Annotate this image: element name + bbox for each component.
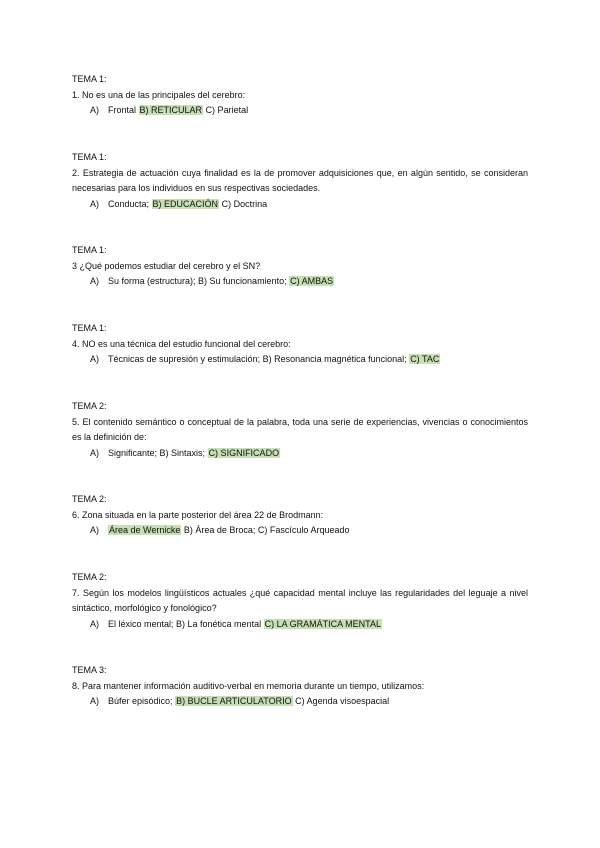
answer-line (72, 694, 528, 710)
question-block-6 (72, 492, 528, 539)
highlighted-correct-answer: Área de Wernicke (109, 525, 181, 535)
question-text: 6. Zona situada en la parte posterior del área 22 de Brodmann: (72, 509, 324, 520)
answer-line (72, 523, 528, 539)
highlighted-correct-answer: C) TAC (410, 354, 440, 364)
question-block-5 (72, 399, 528, 461)
answer-options-after: C) Agenda visoespacial (295, 696, 390, 706)
question-block-7 (72, 570, 528, 632)
question-block-8 (72, 663, 528, 710)
answer-options-before: El léxico mental; B) La fonética mental (108, 618, 262, 629)
answer-marker: A) (90, 276, 99, 286)
answer-line (72, 617, 528, 633)
topic-label: TEMA 2: (72, 401, 107, 411)
answer-options-before: Técnicas de supresión y estimulación; B) Resonancia magnética funcional; (108, 354, 407, 364)
question-block-4 (72, 321, 528, 368)
question-text: 2. Estrategia de actuación cuya finalidad es la de promover adquisiciones que, en algún sentido, se consideran necesarias para los individuos en sus respectivas sociedades. (72, 167, 528, 193)
highlighted-correct-answer: C) SIGNIFICADO (208, 447, 280, 458)
answer-marker: A) (90, 105, 99, 115)
answer-line (72, 274, 528, 290)
answer-marker: A) (90, 696, 99, 706)
answer-line (72, 197, 528, 213)
answer-marker: A) (90, 525, 99, 535)
highlighted-correct-answer: B) EDUCACIÓN (152, 198, 219, 209)
answer-marker: A) (90, 354, 99, 364)
question-text: 4. NO es una técnica del estudio funcional del cerebro: (72, 338, 291, 349)
question-block-3 (72, 243, 528, 290)
answer-options-after: C) Doctrina (221, 198, 268, 209)
question-text: 7. Según los modelos lingüísticos actuales ¿qué capacidad mental incluye las regularidades del leguaje a nivel sintáctico, morfológico y fonológico? (72, 587, 528, 613)
question-text: 5. El contenido semántico o conceptual de la palabra, toda una serie de experiencias, vivencias o conocimientos es la definición de: (72, 416, 528, 442)
topic-label: TEMA 2: (72, 572, 107, 582)
answer-marker: A) (90, 618, 99, 629)
answer-options-before: Significante; B) Sintaxis; (108, 447, 206, 458)
question-block-1 (72, 72, 528, 119)
answer-line (72, 446, 528, 462)
topic-label: TEMA 2: (72, 494, 107, 504)
answer-line (72, 103, 528, 119)
question-block-2 (72, 150, 528, 212)
question-text: 1. No es una de las principales del cerebro: (72, 89, 246, 100)
answer-marker: A) (90, 447, 99, 458)
answer-options-after: C) Parietal (205, 105, 249, 115)
topic-label: TEMA 1: (72, 74, 107, 84)
topic-label: TEMA 1: (72, 152, 107, 162)
topic-label: TEMA 3: (72, 665, 107, 675)
highlighted-correct-answer: C) LA GRAMÁTICA MENTAL (264, 618, 381, 629)
highlighted-correct-answer: B) RETICULAR (139, 105, 203, 115)
answer-marker: A) (90, 198, 99, 209)
answer-options-after: B) Área de Broca; C) Fascículo Arqueado (183, 525, 350, 535)
answer-options-before: Frontal (108, 105, 137, 115)
topic-label: TEMA 1: (72, 323, 107, 333)
answer-options-before: Búfer episódico; (108, 696, 173, 706)
highlighted-correct-answer: B) BUCLE ARTICULATORIO (176, 696, 292, 706)
question-text: 3 ¿Qué podemos estudiar del cerebro y el SN? (72, 260, 261, 271)
question-text: 8. Para mantener información auditivo-verbal en memoria durante un tiempo, utilizamos: (72, 680, 425, 691)
answer-options-before: Conducta; (108, 198, 150, 209)
answer-options-before: Su forma (estructura); B) Su funcionamiento; (108, 276, 287, 286)
topic-label: TEMA 1: (72, 245, 107, 255)
answer-line (72, 352, 528, 368)
highlighted-correct-answer: C) AMBAS (290, 276, 334, 286)
